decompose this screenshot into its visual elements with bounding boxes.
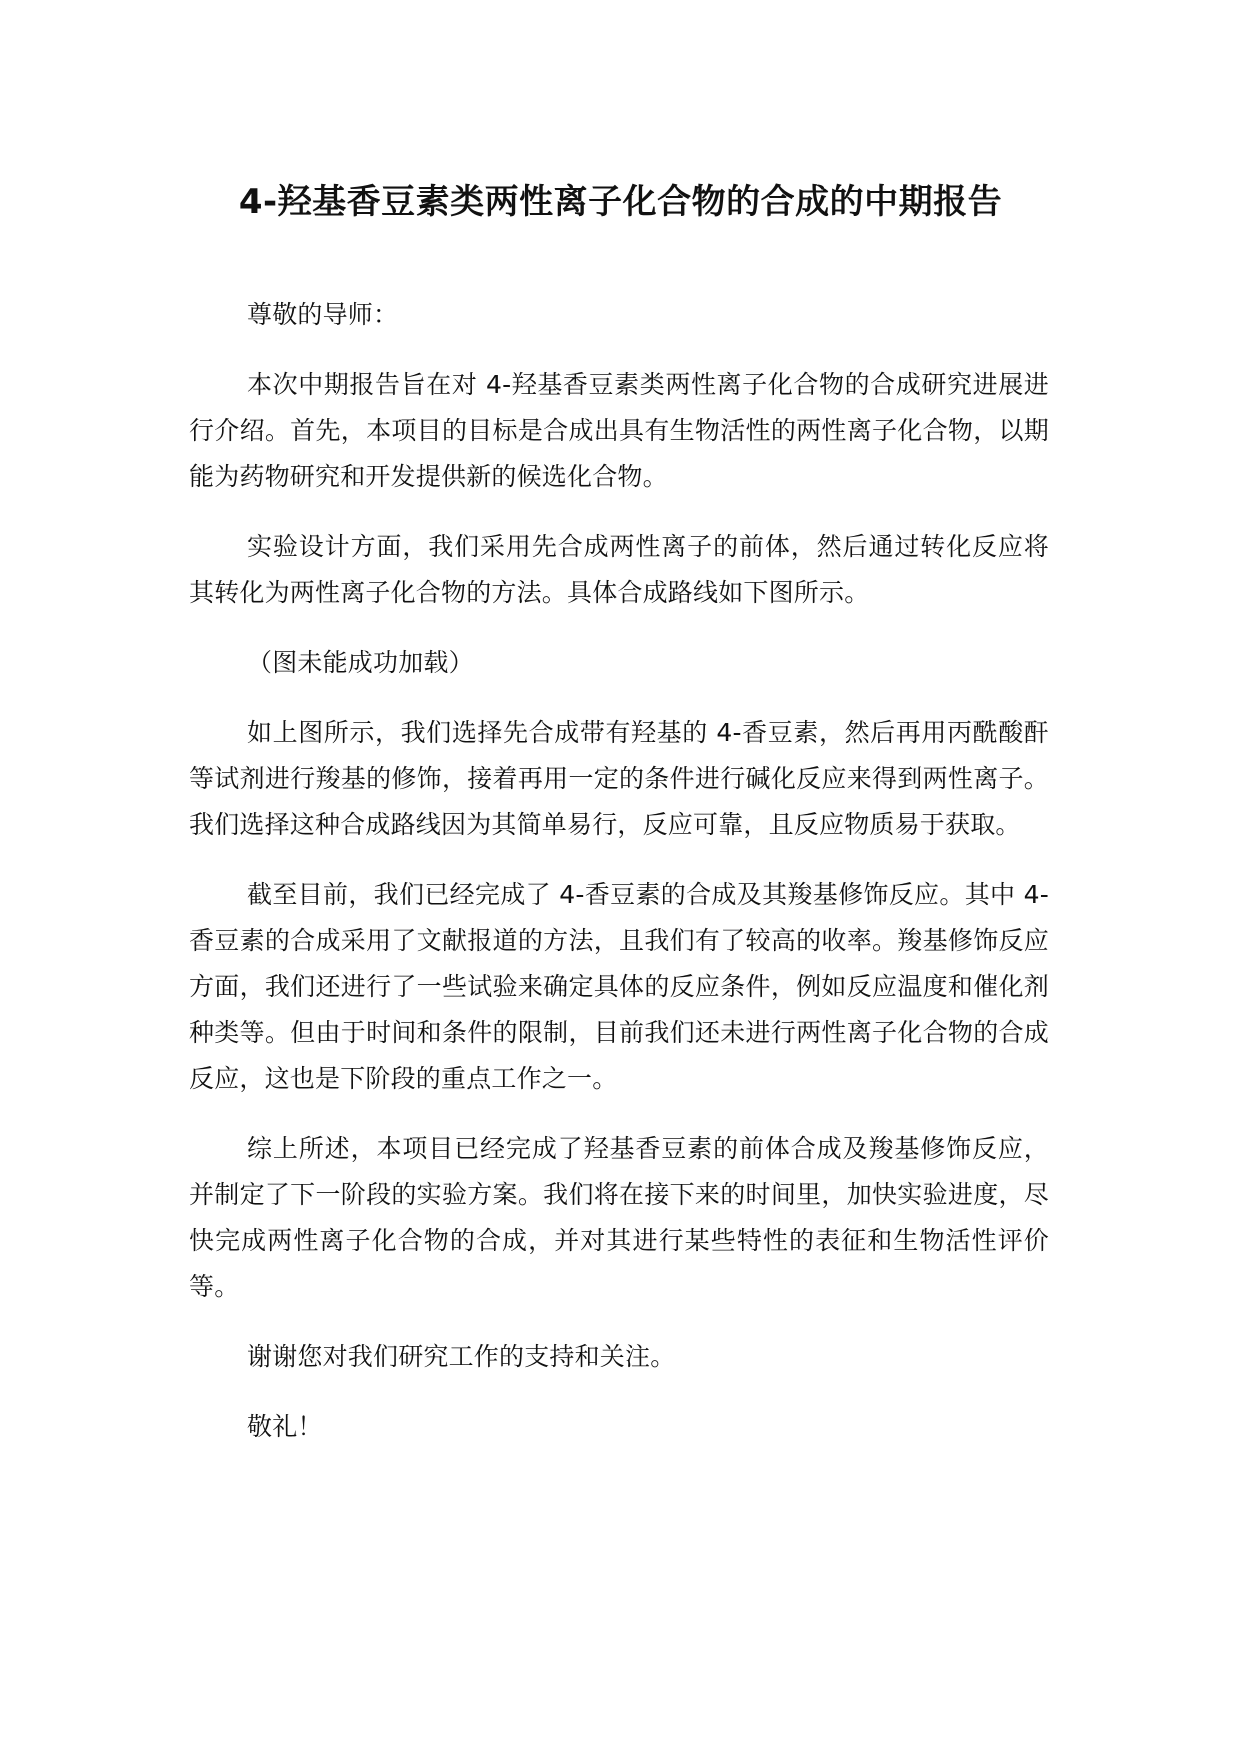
- closing: 敬礼！: [247, 1412, 323, 1441]
- paragraph-intro: 本次中期报告旨在对 4-羟基香豆素类两性离子化合物的合成研究进展进行介绍。首先，本项目的目标是合成出具有生物活性的两性离子化合物，以期能为药物研究和开发提供新的候选化合物。: [189, 370, 1049, 491]
- paragraph-progress: 截至目前，我们已经完成了 4-香豆素的合成及其羧基修饰反应。其中 4-香豆素的合成采用了文献报道的方法，且我们有了较高的收率。羧基修饰反应方面，我们还进行了一些试验来确定具体的反应条件，例如反应温度和催化剂种类等。但由于时间和条件的限制，目前我们还未进行两性离子化合物的合成反应，这也是下阶段的重点工作之一。: [189, 880, 1049, 1093]
- paragraph-summary: 综上所述，本项目已经完成了羟基香豆素的前体合成及羧基修饰反应，并制定了下一阶段的实验方案。我们将在接下来的时间里，加快实验进度，尽快完成两性离子化合物的合成，并对其进行某些特性的表征和生物活性评价等。: [189, 1134, 1049, 1301]
- document-body: [189, 292, 1049, 1474]
- document-title: 4-羟基香豆素类两性离子化合物的合成的中期报告: [238, 182, 1003, 222]
- figure-placeholder: （图未能成功加载）: [247, 648, 474, 677]
- paragraph-design: 实验设计方面，我们采用先合成两性离子的前体，然后通过转化反应将其转化为两性离子化合物的方法。具体合成路线如下图所示。: [189, 532, 1049, 607]
- paragraph-route: 如上图所示，我们选择先合成带有羟基的 4-香豆素，然后再用丙酰酸酐等试剂进行羧基的修饰，接着再用一定的条件进行碱化反应来得到两性离子。我们选择这种合成路线因为其简单易行，反应可靠，且反应物质易于获取。: [189, 718, 1049, 839]
- paragraph-thanks: 谢谢您对我们研究工作的支持和关注。: [247, 1342, 676, 1371]
- salutation: 尊敬的导师：: [247, 300, 399, 329]
